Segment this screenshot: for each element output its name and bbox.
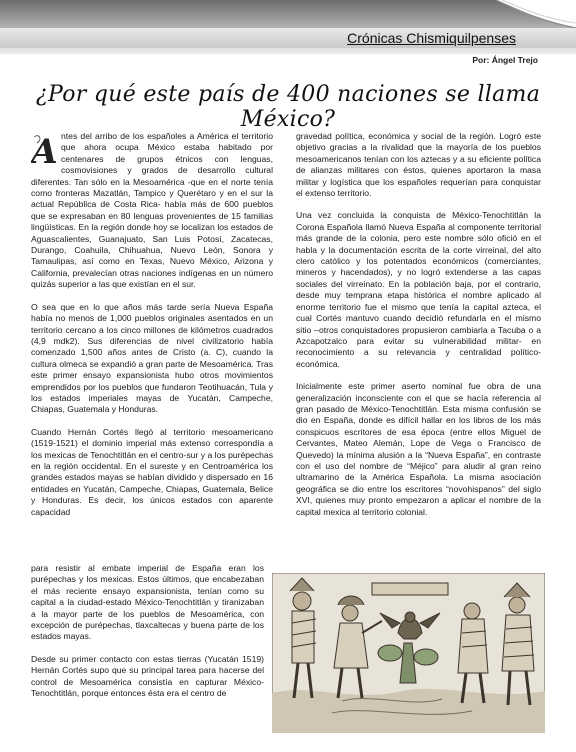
paragraph-3: Cuando Hernán Cortés llegó al territorio mesoamericano (1519-1521) el dominio imperial más extenso correspondía a los mexicas de Tenochtitlán en el centro-sur y a los purépechas en la región occidental. En el sureste y en Centroamérica los grandes estados mayas se habían dividido y dispersado en 16 entidades en Yucatán, Campeche, Chiapas, Guatemala, Belice y Honduras. Es decir, los únicos estados con aparente capacidad <box>31 426 273 517</box>
right-paragraph-2: Una vez concluida la conquista de México-Tenochtitlán la Corona Española llamó Nueva España al componente territorial más grande de la colonia, pero este nombre sólo ofició en el habla y la documentación escrita de la corte virreinal, del alto clero católico y los potentados económicos (comerciantes, mineros y hacendados), y no logró extenderse a las capas sociales del virreinato. En la población baja, por el contrario, desde muy temprana etapa histórica el nombre aplicado al enorme territorio fue el mismo que tenía la capital azteca, el cual Cortés mantuvo cuando decidió refundarla en el mismo sitio –otros conquistadores propusieron cambiarla a Tacuba o a Azcapotzalco para evitar su vulnerabilidad militar- en reconocimiento a su relevancia y centralidad político-económica. <box>296 210 541 369</box>
right-paragraph-1: gravedad política, económica y social de la región. Logró este objetivo gracias a la rivalidad que la mayoría de los pueblos mesoamericanos tenían con los aztecas y a su eficiente política de alianzas militares con éstos, quienes aportaron la masa militar y logística que los españoles requerían para conquistar el extenso territorio. <box>296 131 541 199</box>
author-byline: Por: Ángel Trejo <box>472 55 538 65</box>
page-curl-decoration <box>456 0 576 28</box>
paragraph-3-continued: para resistir al embate imperial de España eran los purépechas y los mexicas. Estos últimos, que encabezaban el más reciente ensayo expansionista, tenían como su capital a la ciudad-estado México-Tenochtitlán y tiranizaban a la mayor parte de los pueblos de Mesoamérica, con excepción de purépechas, tlaxcaltecas y buena parte de los estados mayas. <box>31 563 264 642</box>
paragraph-2: O sea que en lo que años más tarde sería Nueva España había no menos de 1,000 pueblos originales asentados en un territorio cercano a los cinco millones de kilómetros cuadrados (4,9 mdk2). Sus diferencias de nivel civilizatorio había comenzado 1,500 años antes de Cristo (a. C), cuando la cultura olmeca se expandió a gran parte de Mesoamérica. Tras este primer ensayo expansionista hubo otros movimientos emprendidos por los pueblos que fundaron Teotihuacán, Tula y los estados imperiales mayas de Yucatán, Campeche, Chiapas, Guatemala y Honduras. <box>31 301 273 415</box>
left-column <box>31 131 273 518</box>
article-headline: ¿Por qué este país de 400 naciones se llama México? <box>35 82 541 132</box>
dropcap-glyph: A <box>31 132 58 169</box>
codex-illustration <box>272 573 545 733</box>
publication-title: Crónicas Chismiquilpenses <box>347 30 516 46</box>
right-column <box>296 131 541 529</box>
paragraph-1 <box>31 131 273 291</box>
paragraph-4: Desde su primer contacto con estas tierras (Yucatán 1519) Hernán Cortés supo que su principal tarea para hacerse del control de Mesoamérica consistía en capturar México-Tenochtitlán, porque entonces ésta era el centro de <box>31 653 264 699</box>
left-column-wrapped <box>31 563 266 710</box>
paragraph-1-text: ntes del arribo de los españoles a América el territorio que ahora ocupa México estaba habitado por centenares de grupos étnicos con lenguas, cosmovisiones y grados de desarrollo cultural diferentes. Tan sólo en la Mesoamérica -que en el norte tenía como fronteras Mazatlán, Tampico y Querétaro y en el sur la actual República de Costa Rica- había más de 600 pueblos que se expresaban en 80 lenguas provenientes de 15 familias lingüísticas. En la región donde hoy se localizan los estados de Aguascalientes, Guanajuato, San Luis Potosí, Zacatecas, Durango, Coahuila, Chihuahua, Nuevo León, Sonora y Tamaulipas, así como en Texas, Nuevo México, Arizona y California, prevalecían otras naciones indígenas en un número quizás superior a las que existían en el sur. <box>31 131 273 290</box>
dropcap-letter <box>31 131 58 169</box>
right-paragraph-3: Inicialmente este primer aserto nominal fue obra de una generalización inconsciente con el que se hacía referencia al gran pasado de México-Tenochtitlán. Esta misma confusión se dio en España, donde es difícil hallar en los libros de los más conspicuos escritores de esa época (entre ellos Miguel de Cervantes, Mateo Alemán, Lope de Vega o Francisco de Quevedo) la mínima alusión a la “Nueva España”, en contraste con el uso del nombre de “Méjico” para aludir al gran reino ultramarino de la América Española. La misma asociación geográfica se dio entre los escritores “novohispanos” del siglo XVI, quienes muy pronto empezaron a aplicar el nombre de la capital mexica al territorio colonial. <box>296 381 541 517</box>
